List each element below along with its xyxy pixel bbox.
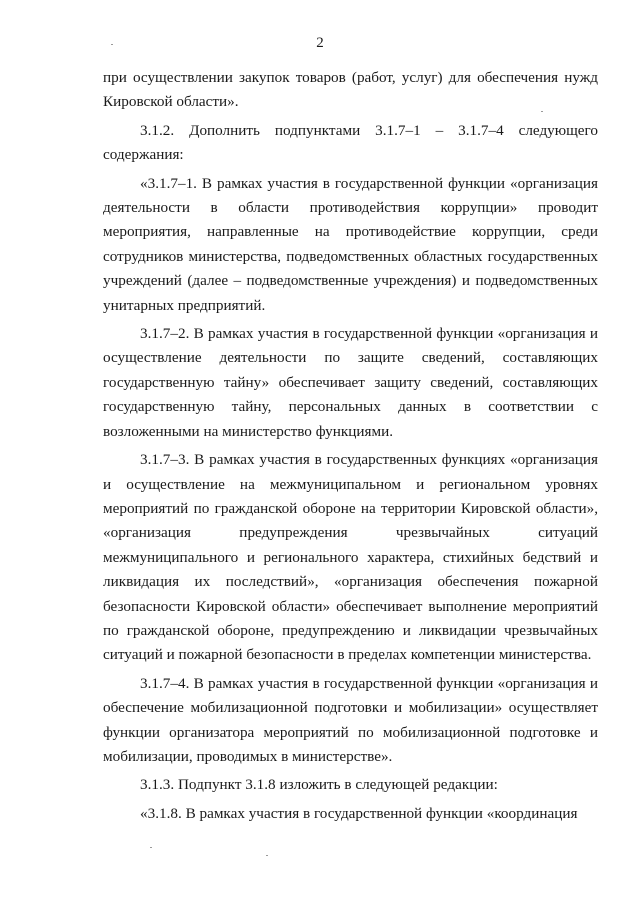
document-body (103, 66, 598, 826)
paragraph-3-1-2: 3.1.2. Дополнить подпунктами 3.1.7–1 – 3.1.7–4 следующего содержания: (103, 121, 598, 164)
paragraph-3-1-8: «3.1.8. В рамках участия в государственной функции «координация (140, 804, 578, 822)
paragraph-3-1-3: 3.1.3. Подпункт 3.1.8 изложить в следующей редакции: (140, 776, 498, 794)
paragraph-3-1-7-2: 3.1.7–2. В рамках участия в государственной функции «организация и осуществление деятельности по защите сведений, составляющих государственную тайну» обеспечивает защиту сведений, составляющих государственную тайну, персональных данных в соответствии с возложенными на министерство функциями. (103, 325, 598, 440)
scan-speck (150, 847, 152, 848)
paragraph-continuation: при осуществлении закупок товаров (работ, услуг) для обеспечения нужд Кировской области». (103, 69, 598, 111)
page-number: 2 (316, 35, 324, 51)
paragraph-3-1-7-1: «3.1.7–1. В рамках участия в государственной функции «организация деятельности в области противодействия коррупции» проводит мероприятия, направленные на противодействие коррупции, среди сотрудников министерства, подведомственных областных государственных учреждений (далее – подведомственные учреждения) и подведомственных унитарных предприятий. (103, 174, 598, 314)
paragraph-3-1-7-3: 3.1.7–3. В рамках участия в государственных функциях «организация и осуществление на межмуниципальном и региональном уровнях мероприятий по гражданской обороне на территории Кировской области», «организация предупреждения чрезвычайных ситуаций межмуниципального и регионального характера, стихийных бедствий и ликвидация их последствий», «организация обеспечения пожарной безопасности Кировской области» обеспечивает выполнение мероприятий по гражданской обороне, предупреждению и ликвидации чрезвычайных ситуаций и пожарной безопасности в пределах компетенции министерства. (103, 451, 598, 664)
scan-speck (266, 855, 268, 856)
scan-speck (541, 111, 543, 112)
scan-speck (111, 44, 113, 45)
paragraph-3-1-7-4: 3.1.7–4. В рамках участия в государственной функции «организация и обеспечение мобилизационной подготовки и мобилизации» осуществляет функции организатора мероприятий по мобилизационной подготовке и мобилизации, проводимых в министерстве». (103, 674, 598, 765)
